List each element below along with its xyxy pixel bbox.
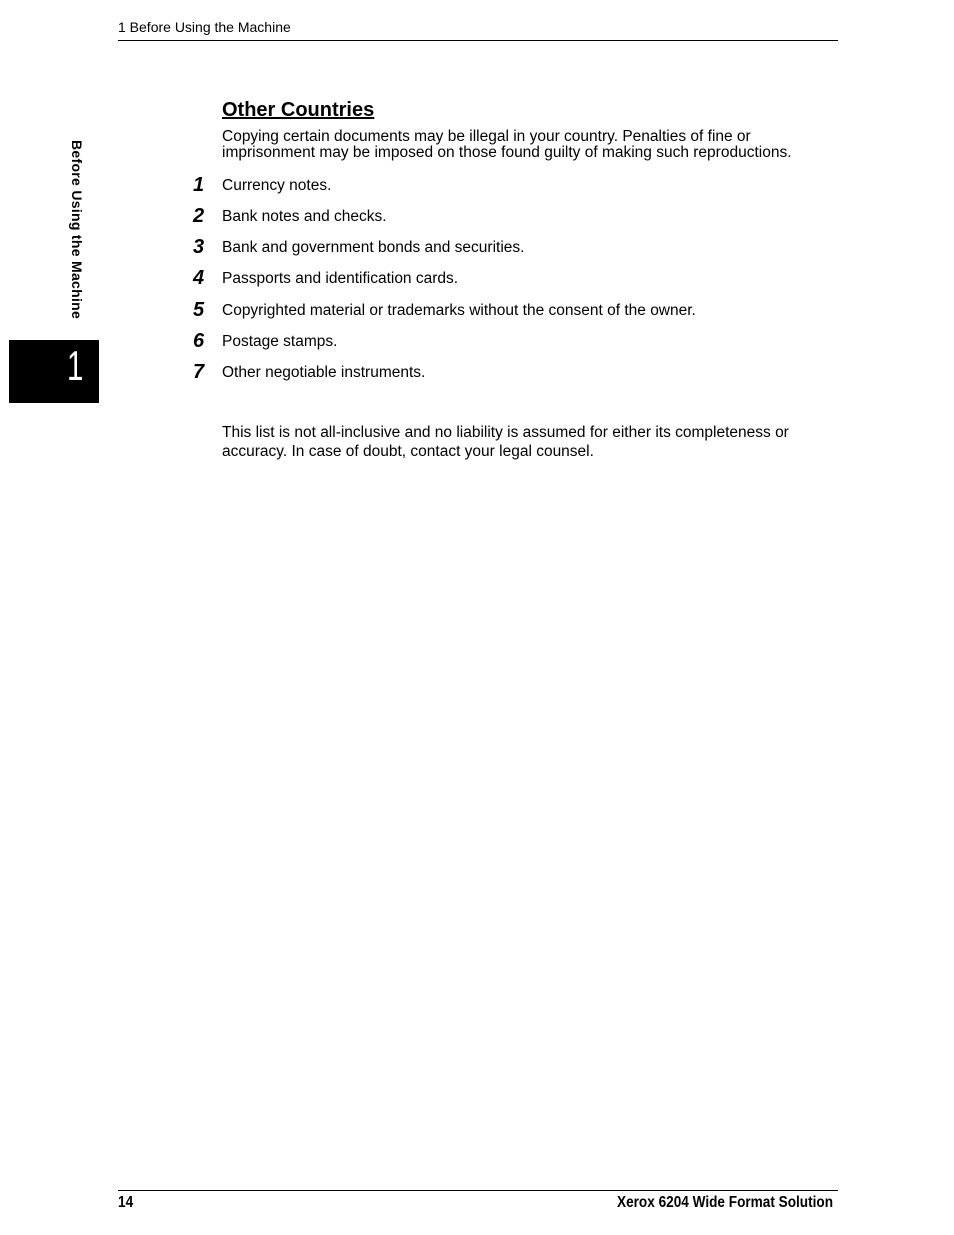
list-item-text: Postage stamps.	[222, 333, 338, 350]
list-item-number: 3	[193, 236, 205, 258]
list-item	[190, 330, 840, 354]
list-item-text: Copyrighted material or trademarks without the consent of the owner.	[222, 302, 696, 319]
list-item	[190, 267, 840, 291]
page-number: 14	[118, 1194, 134, 1211]
list-item-number: 4	[193, 267, 205, 289]
list-item	[190, 361, 840, 385]
list-item-number: 2	[193, 205, 205, 227]
list-item-text: Other negotiable instruments.	[222, 364, 426, 381]
chapter-tab	[9, 340, 99, 403]
running-header	[118, 19, 838, 41]
disclaimer-note: This list is not all-inclusive and no liability is assumed for either its completeness or accuracy. In case of doubt, contact your legal counsel.	[222, 424, 789, 460]
list-item-text: Bank notes and checks.	[222, 208, 387, 225]
list-item-text: Currency notes.	[222, 177, 332, 194]
section-title: Other Countries	[222, 99, 375, 121]
list-item-text: Bank and government bonds and securities.	[222, 239, 525, 256]
chapter-number: 1	[67, 342, 84, 389]
list-item	[190, 236, 840, 260]
section-intro: Copying certain documents may be illegal in your country. Penalties of fine or imprisonment may be imposed on those found guilty of making such reproductions.	[222, 128, 792, 161]
running-head-text: 1 Before Using the Machine	[118, 19, 291, 35]
product-name: Xerox 6204 Wide Format Solution	[617, 1194, 834, 1211]
list-item-number: 1	[193, 174, 205, 196]
list-item-number: 7	[193, 361, 205, 383]
list-item-number: 5	[193, 299, 205, 321]
list-item-text: Passports and identification cards.	[222, 270, 459, 287]
page-footer	[118, 1190, 838, 1213]
side-tab-label: Before Using the Machine	[69, 140, 85, 320]
list-item-number: 6	[193, 330, 205, 352]
list-item	[190, 174, 840, 198]
list-item	[190, 205, 840, 229]
list-item	[190, 299, 840, 323]
